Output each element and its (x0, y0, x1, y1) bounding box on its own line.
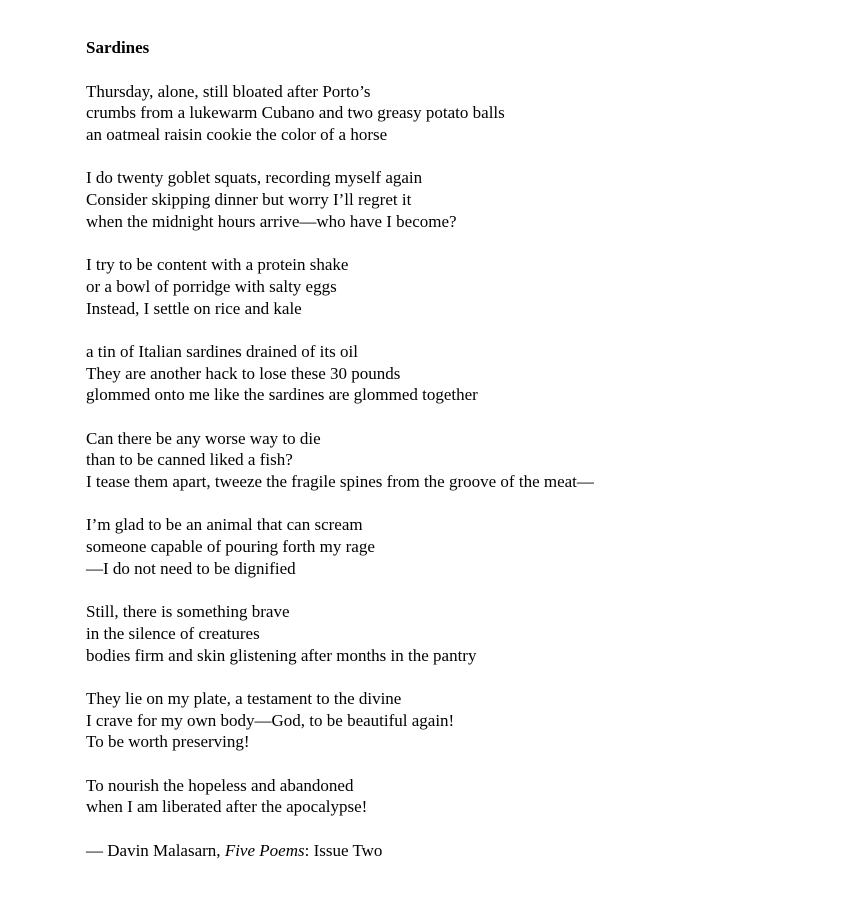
poem-page (86, 37, 826, 862)
poem-line: They lie on my plate, a testament to the divine (86, 688, 402, 708)
stanza-4 (86, 341, 826, 406)
poem-line: Instead, I settle on rice and kale (86, 298, 302, 318)
poem-line: Consider skipping dinner but worry I’ll regret it (86, 190, 412, 209)
poem-line: They are another hack to lose these 30 pounds (86, 363, 401, 383)
poem-line: someone capable of pouring forth my rage (86, 537, 375, 556)
poem-line: To nourish the hopeless and abandoned (86, 775, 354, 795)
stanza-2 (86, 167, 826, 232)
poem-line: I crave for my own body—God, to be beautiful again! (86, 710, 455, 730)
poem-line: I tease them apart, tweeze the fragile spines from the groove of the meat— (86, 472, 594, 491)
poem-line: bodies firm and skin glistening after months in the pantry (86, 645, 477, 665)
poem-line: glommed onto me like the sardines are glommed together (86, 385, 478, 405)
poem-line: Can there be any worse way to die (86, 428, 321, 448)
poem-line: a tin of Italian sardines drained of its oil (86, 341, 358, 361)
poem-line: an oatmeal raisin cookie the color of a horse (86, 125, 388, 144)
poem-line: Still, there is something brave (86, 602, 290, 621)
poem-line: Thursday, alone, still bloated after Porto’s (86, 81, 371, 101)
poem-line: I do twenty goblet squats, recording myself again (86, 168, 423, 188)
attribution-author: — Davin Malasarn, (86, 840, 225, 860)
poem-line: To be worth preserving! (86, 732, 250, 752)
poem-line: when the midnight hours arrive—who have I become? (86, 211, 457, 231)
poem-line: than to be canned liked a fish? (86, 450, 293, 470)
stanza-6 (86, 514, 826, 579)
poem-line: I try to be content with a protein shake (86, 255, 349, 274)
stanza-5 (86, 428, 826, 493)
attribution-work: Five Poems (224, 840, 305, 860)
stanza-1 (86, 81, 826, 146)
stanza-8 (86, 688, 826, 753)
stanza-3 (86, 254, 826, 319)
poem-line: —I do not need to be dignified (86, 558, 296, 578)
poem-line: or a bowl of porridge with salty eggs (86, 276, 337, 296)
stanza-9 (86, 775, 826, 819)
poem-line: when I am liberated after the apocalypse! (86, 797, 368, 817)
poem-line: in the silence of creatures (86, 623, 260, 643)
attribution-issue: : Issue Two (304, 840, 383, 860)
poem-line: I’m glad to be an animal that can scream (86, 515, 363, 535)
poem-line: crumbs from a lukewarm Cubano and two greasy potato balls (86, 103, 505, 123)
poem-title: Sardines (86, 38, 150, 57)
poem-attribution (86, 840, 826, 862)
stanza-7 (86, 601, 826, 666)
